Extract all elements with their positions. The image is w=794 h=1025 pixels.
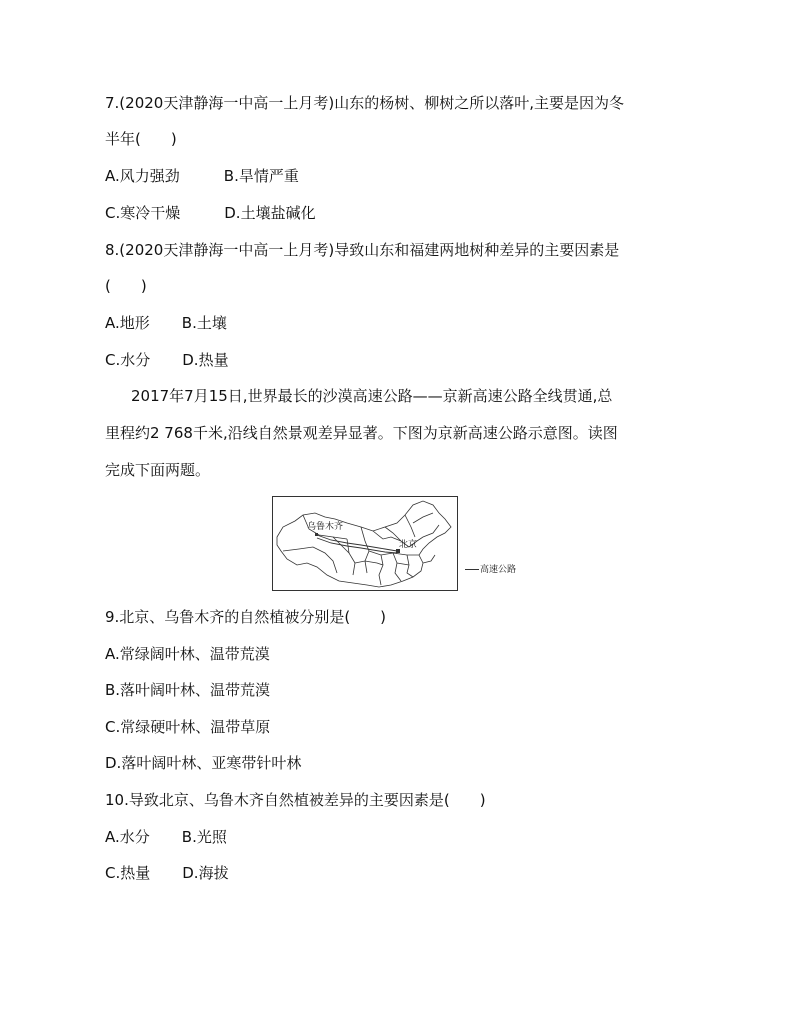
q7-options-row2 — [105, 203, 316, 223]
q7-stem-line2: 半年( ) — [105, 130, 177, 148]
q8-option-b[interactable]: B.土壤 — [181, 314, 227, 332]
map-legend-label: 高速公路 — [480, 565, 517, 575]
q10-option-b[interactable]: B.光照 — [181, 828, 227, 846]
q9-option-b[interactable]: B.落叶阔叶林、温带荒漠 — [105, 681, 271, 699]
passage-line2: 里程约2 768千米,沿线自然景观差异显著。下图为京新高速公路示意图。读图 — [105, 424, 618, 442]
china-outline-map — [273, 497, 457, 590]
q8-options-row1 — [105, 313, 227, 333]
q7-option-b[interactable]: B.旱情严重 — [223, 167, 299, 185]
q8-option-c[interactable]: C.水分 — [105, 351, 151, 369]
q8-option-d[interactable]: D.热量 — [182, 351, 229, 369]
q10-options-row1 — [105, 827, 227, 847]
q9-option-c[interactable]: C.常绿硬叶林、温带草原 — [105, 718, 271, 736]
beijing-label: 北京 — [399, 540, 418, 550]
q10-options-row2 — [105, 863, 229, 883]
q10-option-c[interactable]: C.热量 — [105, 864, 151, 882]
q8-stem-line2: ( ) — [105, 277, 147, 295]
q7-option-c[interactable]: C.寒冷干燥 — [105, 204, 181, 222]
map-legend — [465, 562, 516, 575]
q7-option-d[interactable]: D.土壤盐碱化 — [224, 204, 316, 222]
q9-option-a[interactable]: A.常绿阔叶林、温带荒漠 — [105, 645, 270, 663]
q7-option-a[interactable]: A.风力强劲 — [105, 167, 180, 185]
q10-option-d[interactable]: D.海拔 — [182, 864, 229, 882]
urumqi-label: 乌鲁木齐 — [307, 522, 344, 532]
expressway-legend-line — [465, 569, 479, 570]
passage-line1: 2017年7月15日,世界最长的沙漠高速公路——京新高速公路全线贯通,总 — [131, 387, 613, 405]
q8-option-a[interactable]: A.地形 — [105, 314, 150, 332]
passage-line3: 完成下面两题。 — [105, 461, 211, 479]
expressway-map — [272, 496, 458, 591]
q8-stem-line1: 8.(2020天津静海一中高一上月考)导致山东和福建两地树种差异的主要因素是 — [105, 241, 620, 259]
q9-option-d[interactable]: D.落叶阔叶林、亚寒带针叶林 — [105, 754, 302, 772]
q8-options-row2 — [105, 350, 229, 370]
q10-option-a[interactable]: A.水分 — [105, 828, 150, 846]
q7-stem-line1: 7.(2020天津静海一中高一上月考)山东的杨树、柳树之所以落叶,主要是因为冬 — [105, 94, 624, 112]
q9-stem: 9.北京、乌鲁木齐的自然植被分别是( ) — [105, 608, 387, 626]
q7-options-row1 — [105, 166, 299, 186]
q10-stem: 10.导致北京、乌鲁木齐自然植被差异的主要因素是( ) — [105, 791, 486, 809]
